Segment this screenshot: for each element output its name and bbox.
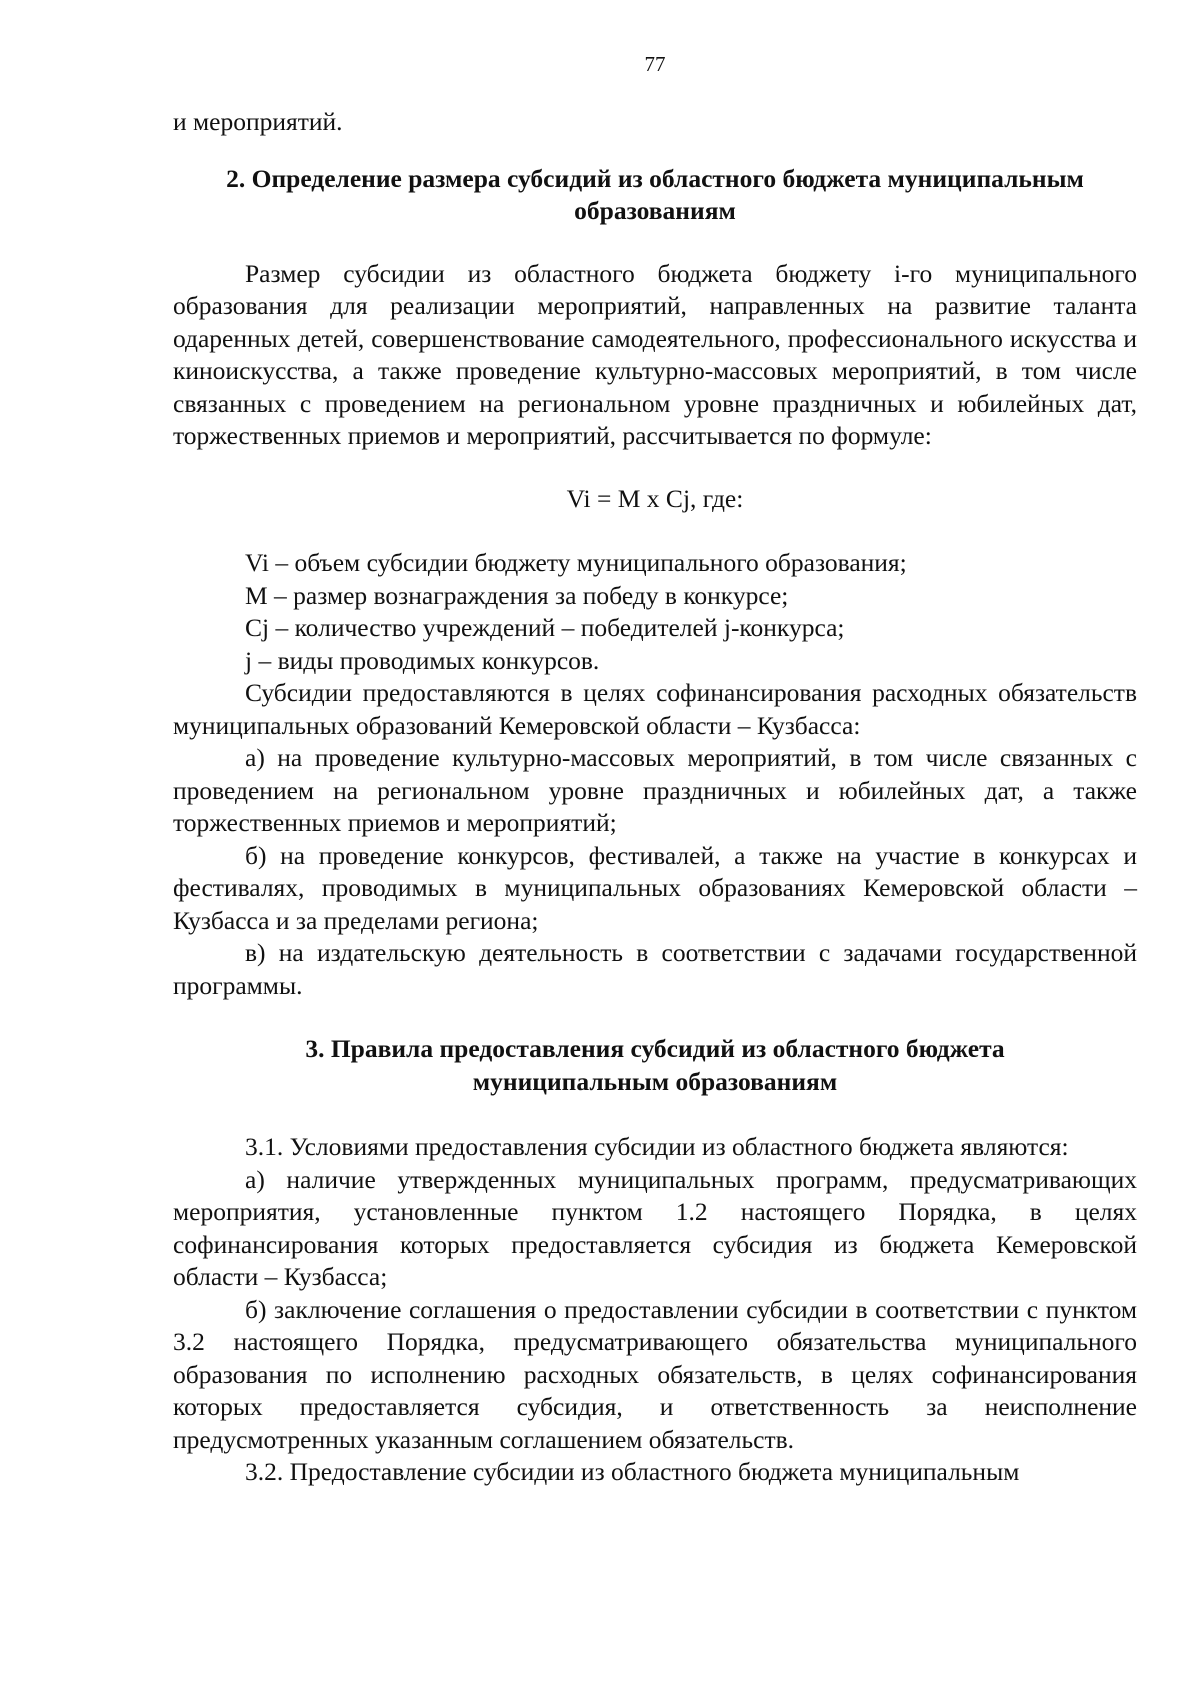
document-page <box>173 50 1137 1489</box>
intro-text: и мероприятий. <box>173 107 343 136</box>
paragraph-3-1: 3.1. Условиями предоставления субсидии из областного бюджета являются: <box>245 1132 1069 1161</box>
section-3-heading-line-2: муниципальным образованиям <box>472 1066 838 1096</box>
definition-m: M – размер вознаграждения за победу в конкурсе; <box>245 580 789 610</box>
section-3-heading-line-1: 3. Правила предоставления субсидий из областного бюджета <box>305 1034 1005 1063</box>
section-3-heading <box>173 1033 1137 1098</box>
page-number: 77 <box>644 52 666 76</box>
section-3-item-a: а) наличие утвержденных муниципальных программ, предусматривающих мероприятия, установленные пунктом 1.2 настоящего Порядка, в целях софинансирования которых предоставляется субсидия из бюджета Кемеровской области – Кузбасса; <box>173 1164 1137 1291</box>
definition-vi: Vi – объем субсидии бюджету муниципального образования; <box>245 548 907 577</box>
section-3-item-b: б) заключение соглашения о предоставлении субсидии в соответствии с пунктом 3.2 настоящего Порядка, предусматривающего обязательства муниципального образования по исполнению расходных обязательств, в целях софинансирования которых предоставляется субсидия, и ответственность за неисполнение предусмотренных указанным соглашением обязательств. <box>173 1294 1137 1454</box>
section-2-heading-line-1: 2. Определение размера субсидий из областного бюджета муниципальным <box>226 163 1084 193</box>
section-2-heading <box>173 163 1137 228</box>
section-2-paragraph-2: Субсидии предоставляются в целях софинансирования расходных обязательств муниципальных образований Кемеровской области – Кузбасса: <box>173 678 1137 740</box>
definition-cj: Cj – количество учреждений – победителей j-конкурса; <box>245 613 845 642</box>
section-2-item-a: а) на проведение культурно-массовых мероприятий, в том числе связанных с проведением на региональном уровне праздничных и юбилейных дат, а также торжественных приемов и мероприятий; <box>173 743 1137 837</box>
section-2-item-b: б) на проведение конкурсов, фестивалей, а также на участие в конкурсах и фестивалях, проводимых в муниципальных образованиях Кемеровской области – Кузбасса и за пределами региона; <box>173 840 1137 935</box>
formula: Vi = M x Cj, где: <box>566 483 744 513</box>
section-2-item-v: в) на издательскую деятельность в соответствии с задачами государственной программы. <box>173 938 1137 1000</box>
section-2-paragraph-1: Размер субсидии из областного бюджета бюджету i-го муниципального образования для реализации мероприятий, направленных на развитие таланта одаренных детей, совершенствование самодеятельного, профессионального искусства и киноискусства, а также проведение культурно-массовых мероприятий, в том числе связанных с проведением на региональном уровне праздничных и юбилейных дат, торжественных приемов и мероприятий, рассчитывается по формуле: <box>173 258 1137 450</box>
paragraph-3-2: 3.2. Предоставление субсидии из областного бюджета муниципальным <box>245 1457 1020 1486</box>
definition-j: j – виды проводимых конкурсов. <box>245 645 600 675</box>
section-2-heading-line-2: образованиям <box>574 196 736 225</box>
